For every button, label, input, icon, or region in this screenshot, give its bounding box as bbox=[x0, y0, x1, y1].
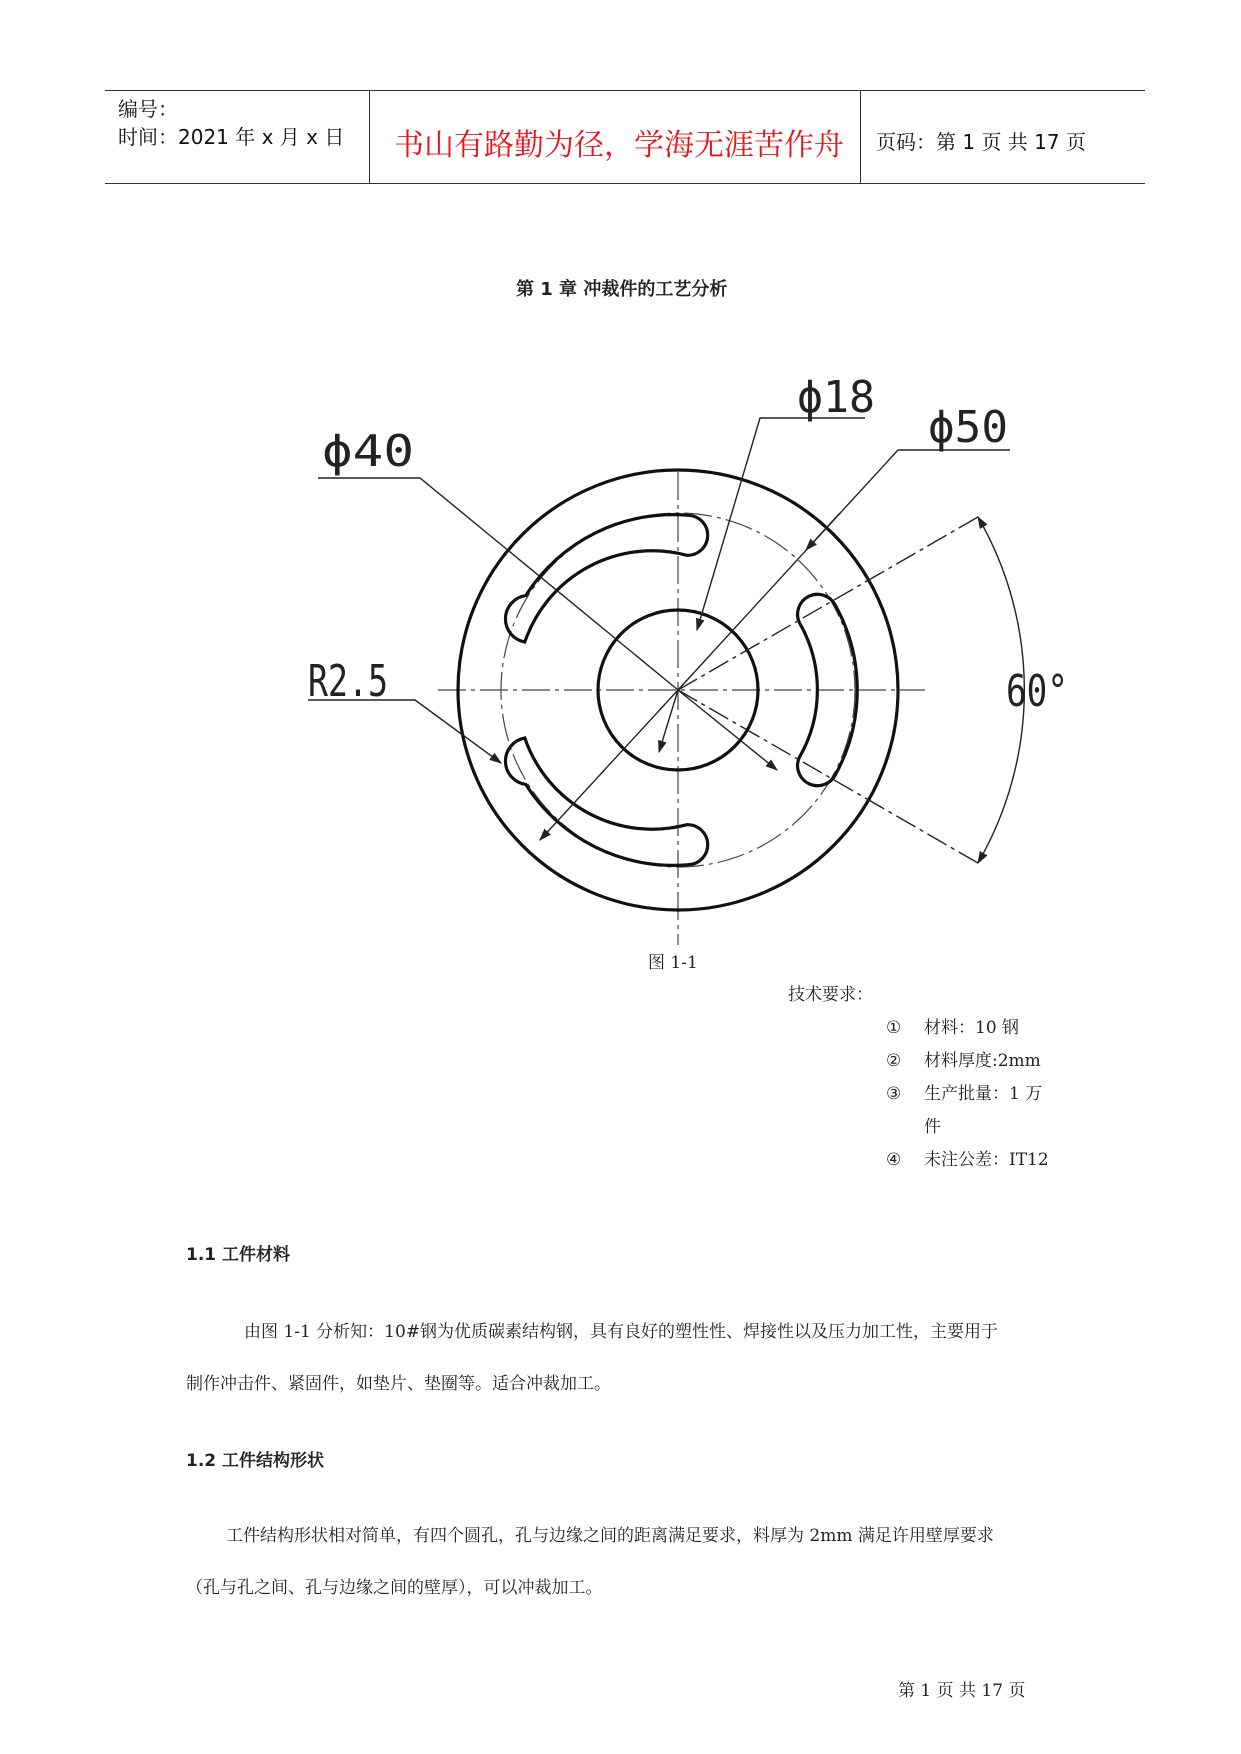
tech-item bbox=[886, 1045, 1049, 1078]
tech-item-num: ① bbox=[886, 1018, 902, 1038]
dim-phi50: ϕ50 bbox=[928, 402, 1008, 453]
header-number-label: 编号： bbox=[118, 97, 178, 121]
tech-item bbox=[886, 1144, 1049, 1177]
tech-item-text: 生产批量：1 万 bbox=[924, 1084, 1043, 1104]
figure-caption: 图 1-1 bbox=[648, 953, 698, 973]
tech-item-text: 件 bbox=[924, 1117, 941, 1137]
dim-r2-5: R2.5 bbox=[308, 656, 388, 707]
tech-requirements-list bbox=[886, 1012, 1049, 1177]
slot-lower-left bbox=[505, 738, 707, 865]
dim-angle-60: 60° bbox=[1006, 666, 1068, 717]
paragraph-line: （孔与孔之间、孔与边缘之间的壁厚），可以冲裁加工。 bbox=[186, 1578, 603, 1598]
section-heading: 1.1 工件材料 bbox=[186, 1245, 291, 1265]
tech-item-text: 未注公差：IT12 bbox=[924, 1150, 1049, 1170]
tech-item bbox=[886, 1012, 1049, 1045]
tech-item bbox=[886, 1078, 1049, 1111]
dim-phi40: ϕ40 bbox=[322, 426, 414, 477]
chapter-title: 第 1 章 冲裁件的工艺分析 bbox=[516, 279, 728, 300]
header-motto: 书山有路勤为径，学海无涯苦作舟 bbox=[394, 128, 844, 163]
paragraph-line: 由图 1-1 分析知：10#钢为优质碳素结构钢，具有良好的塑性性、焊接性以及压力加工性，主要用于 bbox=[244, 1322, 999, 1342]
paragraph-line: 制作冲击件、紧固件，如垫片、垫圈等。适合冲裁加工。 bbox=[186, 1374, 611, 1394]
tech-requirements-title: 技术要求： bbox=[788, 985, 873, 1005]
tech-item-num: ③ bbox=[886, 1084, 902, 1104]
tech-item-num: ④ bbox=[886, 1150, 902, 1170]
dimension-lines bbox=[308, 418, 1024, 863]
dim-phi18: ϕ18 bbox=[797, 372, 875, 423]
tech-item-text: 材料：10 钢 bbox=[924, 1018, 1020, 1038]
center-lines bbox=[438, 472, 925, 945]
page-footer: 第 1 页 共 17 页 bbox=[898, 1681, 1026, 1701]
header-time-label: 时间：2021 年 x 月 x 日 bbox=[118, 125, 345, 149]
section-paragraph bbox=[186, 1306, 1056, 1410]
paragraph-line: 工件结构形状相对简单，有四个圆孔，孔与边缘之间的距离满足要求，料厚为 2mm 满足许用壁厚要求 bbox=[226, 1526, 994, 1546]
tech-item bbox=[886, 1111, 1049, 1144]
tech-item-text: 材料厚度:2mm bbox=[924, 1051, 1041, 1071]
tech-item-num: ② bbox=[886, 1051, 902, 1071]
header-page-label: 页码：第 1 页 共 17 页 bbox=[876, 130, 1086, 154]
section-heading: 1.2 工件结构形状 bbox=[186, 1451, 325, 1471]
section-paragraph bbox=[186, 1510, 1056, 1614]
slot-upper-left bbox=[505, 515, 707, 642]
